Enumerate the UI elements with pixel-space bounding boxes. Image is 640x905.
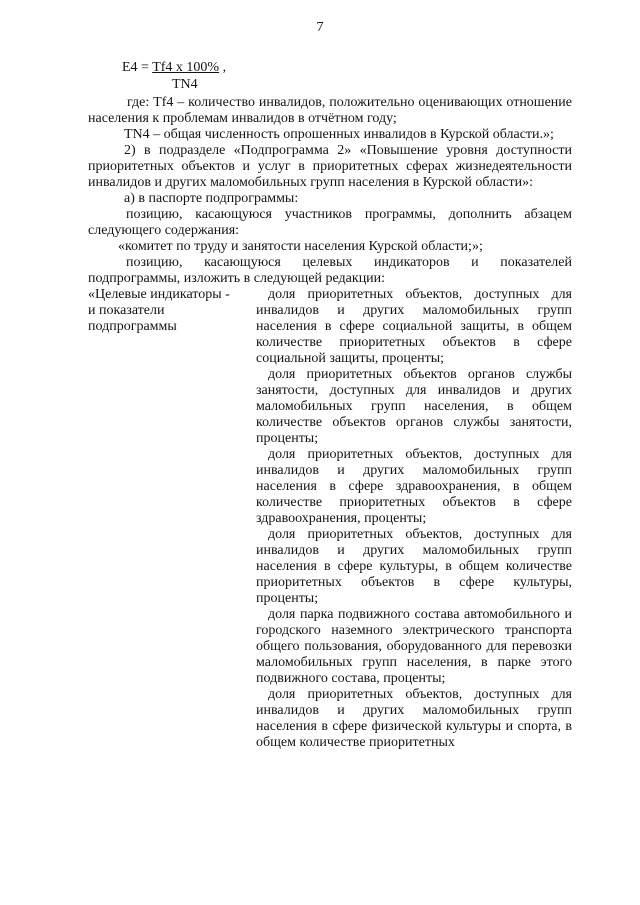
indicators-table-label: «Целевые индикаторы - и показатели подпрограммы — [88, 287, 230, 334]
indicators-table — [88, 287, 572, 751]
indicator-item: доля приоритетных объектов органов службы занятости, доступных для инвалидов и других маломобильных групп населения, в общем количестве объектов органов службы занятости, проценты; — [256, 367, 572, 446]
indicators-intro: позицию, касающуюся целевых индикаторов и показателей подпрограммы, изложить в следующей редакции: — [88, 255, 572, 286]
section-2-paragraph: 2) в подразделе «Подпрограмма 2» «Повышение уровня доступности приоритетных объектов и услуг в приоритетных сферах жизнедеятельности инвалидов и других маломобильных групп населения в Курской области»: — [88, 143, 572, 190]
formula-denominator: TN4 — [172, 77, 198, 92]
definition-tn4: TN4 – общая численность опрошенных инвалидов в Курской области.»; — [124, 127, 554, 142]
page-number: 7 — [316, 20, 324, 35]
indicator-item: доля приоритетных объектов, доступных для инвалидов и других маломобильных групп населения в сфере культуры, в общем количестве приоритетных объектов в сфере культуры, проценты; — [256, 527, 572, 606]
formula-suffix: , — [219, 60, 227, 75]
formula-lhs: E4 = — [122, 60, 153, 75]
indicator-item: доля приоритетных объектов, доступных для инвалидов и других маломобильных групп населения в сфере здравоохранения, в общем количестве приоритетных объектов в сфере здравоохранения, проценты; — [256, 447, 572, 526]
participants-paragraph: позицию, касающуюся участников программы, дополнить абзацем следующего содержания: — [88, 207, 572, 238]
formula-numerator: Tf4 x 100% — [152, 60, 220, 75]
document-body — [88, 95, 572, 751]
indicator-item: доля приоритетных объектов, доступных для инвалидов и других маломобильных групп населения в сфере физической культуры и спорта, в общем количестве приоритетных — [256, 687, 572, 750]
indicator-item: доля приоритетных объектов, доступных для инвалидов и других маломобильных групп населения в сфере социальной защиты, в общем количестве приоритетных объектов в сфере социальной защиты, проценты; — [256, 287, 572, 366]
subsection-a: а) в паспорте подпрограммы: — [124, 191, 299, 206]
formula-equation — [122, 60, 226, 76]
indicators-list — [256, 287, 572, 751]
definition-tf4: где: Tf4 – количество инвалидов, положительно оценивающих отношение населения к проблемам инвалидов в отчётном году; — [88, 95, 572, 126]
indicator-item: доля парка подвижного состава автомобильного и городского наземного электрического транспорта общего пользования, оборудованного для перевозки маломобильных групп населения, в парке этого подвижного состава, проценты; — [256, 607, 572, 686]
committee-quote: «комитет по труду и занятости населения Курской области;»; — [118, 239, 483, 254]
